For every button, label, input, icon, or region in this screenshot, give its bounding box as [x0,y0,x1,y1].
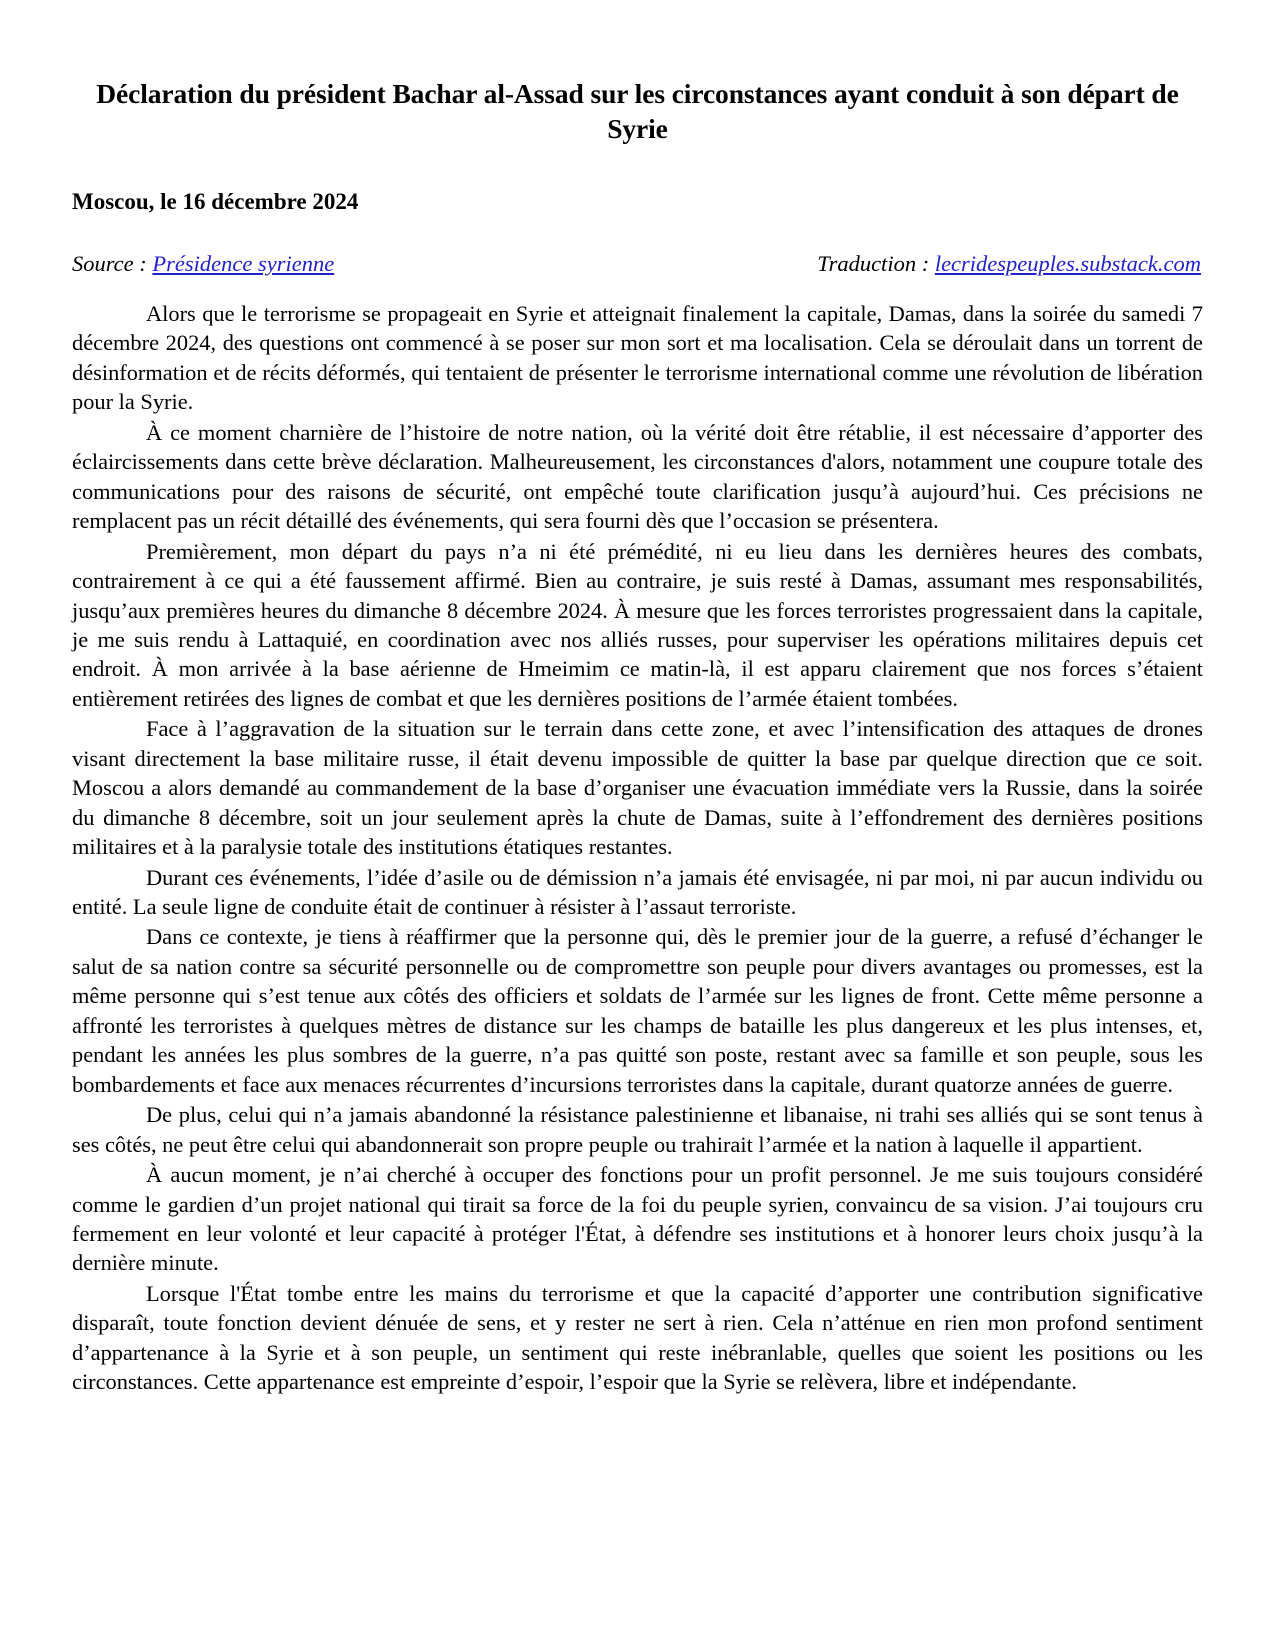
body-text [72,299,1203,1397]
translation-link[interactable]: lecridespeuples.substack.com [934,250,1201,276]
paragraph: À ce moment charnière de l’histoire de notre nation, où la vérité doit être rétablie, il est nécessaire d’apporter des éclaircissements dans cette brève déclaration. Malheureusement, les circonstances d'alors, notamment une coupure totale des communications pour des raisons de sécurité, ont empêché toute clarification jusqu’à aujourd’hui. Ces précisions ne remplacent pas un récit détaillé des événements, qui sera fourni dès que l’occasion se présentera. [72,419,1203,534]
page-title: Déclaration du président Bachar al-Assad sur les circonstances ayant conduit à son départ de Syrie [96,78,1179,145]
paragraph: Premièrement, mon départ du pays n’a ni été prémédité, ni eu lieu dans les dernières heures des combats, contrairement à ce qui a été faussement affirmé. Bien au contraire, je suis resté à Damas, assumant mes responsabilités, jusqu’aux premières heures du dimanche 8 décembre 2024. À mesure que les forces terroristes progressaient dans la capitale, je me suis rendu à Lattaquié, en coordination avec nos alliés russes, pour superviser les opérations militaires depuis cet endroit. À mon arrivée à la base aérienne de Hmeimim ce matin-là, il est apparu clairement que nos forces s’étaient entièrement retirées des lignes de combat et que les dernières positions de l’armée étaient tombées. [72,538,1203,711]
source-label: Source : [72,250,153,276]
paragraph: Dans ce contexte, je tiens à réaffirmer que la personne qui, dès le premier jour de la guerre, a refusé d’échanger le salut de sa nation contre sa sécurité personnelle ou de compromettre son peuple pour divers avantages ou promesses, est la même personne qui s’est tenue aux côtés des officiers et soldats de l’armée sur les lignes de front. Cette même personne a affronté les terroristes à quelques mètres de distance sur les champs de bataille les plus dangereux et les plus intenses, et, pendant les années les plus sombres de la guerre, n’a pas quitté son poste, restant avec sa famille et son peuple, sous les bombardements et face aux menaces récurrentes d’incursions terroristes dans la capitale, durant quatorze années de guerre. [72,924,1203,1097]
paragraph: Face à l’aggravation de la situation sur le terrain dans cette zone, et avec l’intensification des attaques de drones visant directement la base militaire russe, il était devenu impossible de quitter la base par quelque direction que ce soit. Moscou a alors demandé au commandement de la base d’organiser une évacuation immédiate vers la Russie, dans la soirée du dimanche 8 décembre, soit un jour seulement après la chute de Damas, suite à l’effondrement des dernières positions militaires et à la paralysie totale des institutions étatiques restantes. [72,716,1203,860]
dateline: Moscou, le 16 décembre 2024 [72,189,359,215]
translation-label: Traduction : [817,250,935,276]
paragraph: De plus, celui qui n’a jamais abandonné la résistance palestinienne et libanaise, ni trahi ses alliés qui se sont tenus à ses côtés, ne peut être celui qui abandonnerait son propre peuple ou trahirait l’armée et la nation à laquelle il appartient. [72,1102,1203,1157]
translation-credit [817,250,1201,277]
credits-row [72,250,1203,277]
paragraph: Lorsque l'État tombe entre les mains du terrorisme et que la capacité d’apporter une contribution significative disparaît, toute fonction devient dénuée de sens, et y rester ne sert à rien. Cela n’atténue en rien mon profond sentiment d’appartenance à la Syrie et à son peuple, un sentiment qui reste inébranlable, quelles que soient les positions ou les circonstances. Cette appartenance est empreinte d’espoir, l’espoir que la Syrie se relèvera, libre et indépendante. [72,1280,1203,1395]
paragraph: Durant ces événements, l’idée d’asile ou de démission n’a jamais été envisagée, ni par moi, ni par aucun individu ou entité. La seule ligne de conduite était de continuer à résister à l’assaut terroriste. [72,864,1203,920]
paragraph: Alors que le terrorisme se propageait en Syrie et atteignait finalement la capitale, Damas, dans la soirée du samedi 7 décembre 2024, des questions ont commencé à se poser sur mon sort et ma localisation. Cela se déroulait dans un torrent de désinformation et de récits déformés, qui tentaient de présenter le terrorisme international comme une révolution de libération pour la Syrie. [72,300,1203,415]
source-link[interactable]: Présidence syrienne [152,250,335,276]
source-credit [72,250,334,277]
paragraph: À aucun moment, je n’ai cherché à occuper des fonctions pour un profit personnel. Je me suis toujours considéré comme le gardien d’un projet national qui tirait sa force de la foi du peuple syrien, convaincu de sa vision. J’ai toujours cru fermement en leur volonté et leur capacité à protéger l'État, à défendre ses institutions et à honorer leurs choix jusqu’à la dernière minute. [72,1162,1203,1276]
